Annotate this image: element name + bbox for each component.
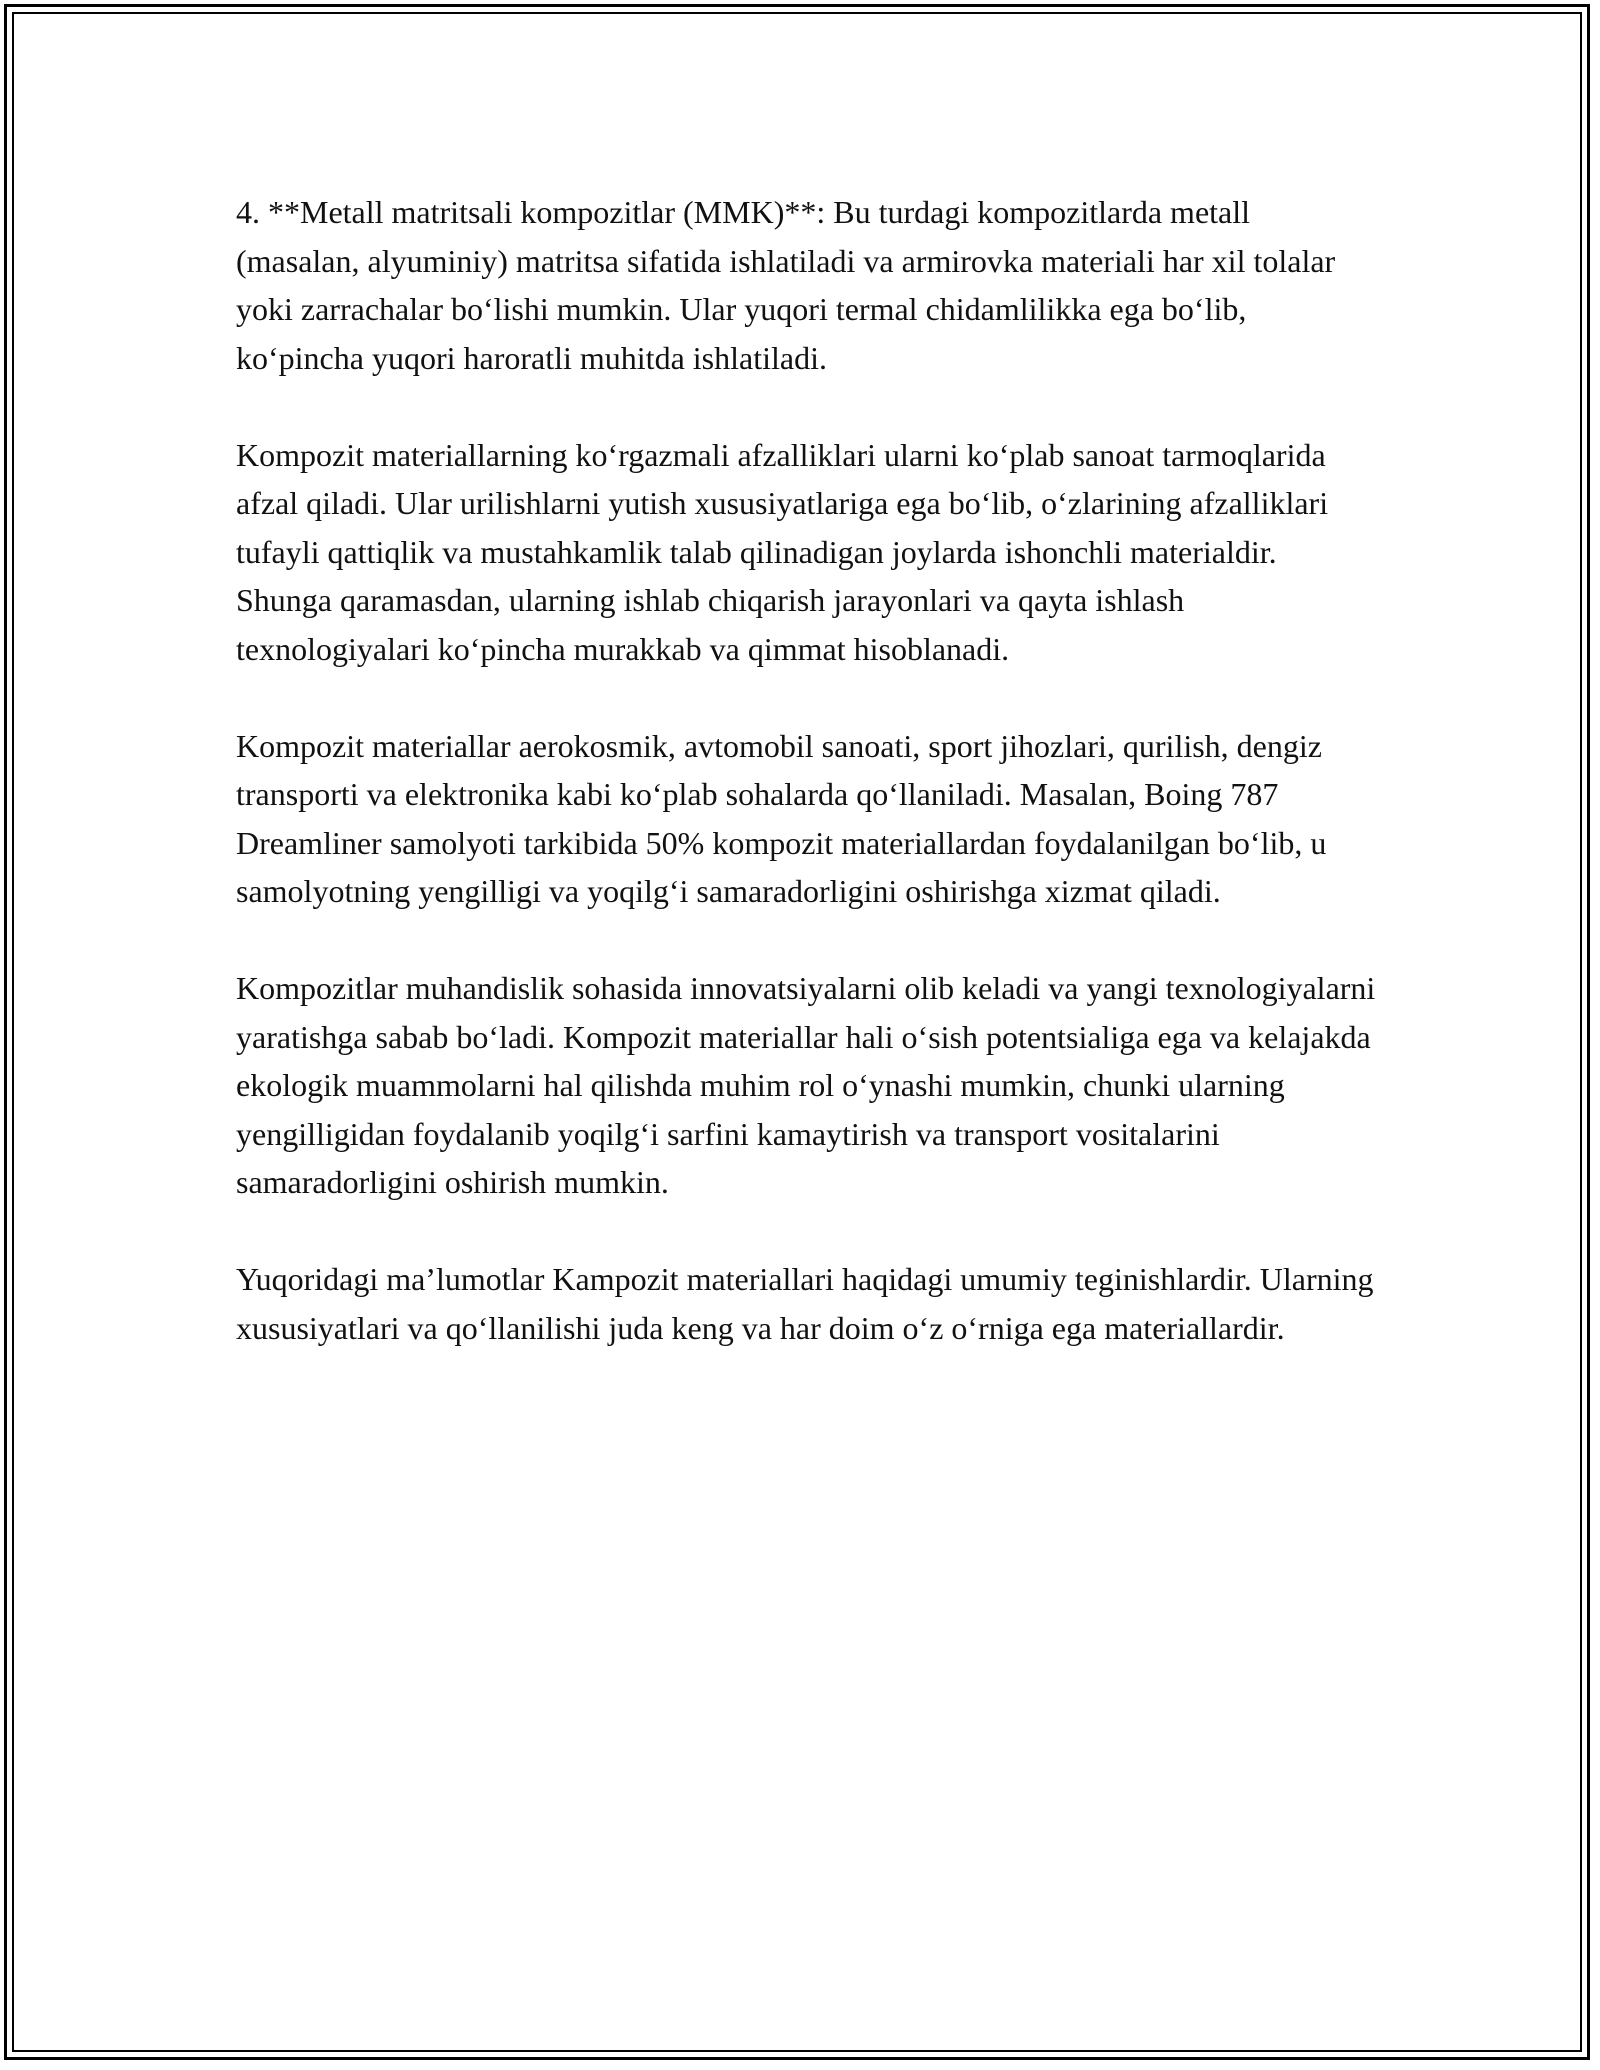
paragraph-conclusion: Yuqoridagi maʼlumotlar Kampozit materiallari haqidagi umumiy teginishlardir. Ularning xususiyatlari va qoʻllanilishi juda keng va har doim oʻz oʻrniga ega materiallardir. xyxy=(236,1261,1374,1346)
paragraph-applications: Kompozit materiallar aerokosmik, avtomobil sanoati, sport jihozlari, qurilish, dengiz transporti va elektronika kabi koʻplab sohalarda qoʻllaniladi. Masalan, Boing 787 Dreamliner samolyoti tarkibida 50% kompozit materiallardan foydalanilgan boʻlib, u samolyotning yengilligi va yoqilgʻi samaradorligini oshirishga xizmat qiladi. xyxy=(236,727,1327,909)
paragraph-metal-matrix-composites: 4. **Metall matritsali kompozitlar (MMK)**: Bu turdagi kompozitlarda metall (masalan, alyuminiy) matritsa sifatida ishlatiladi va armirovka materiali har xil tolalar yoki zarrachalar boʻlishi mumkin. Ular yuqori termal chidamlilikka ega boʻlib, koʻpincha yuqori haroratli muhitda ishlatiladi. xyxy=(236,194,1336,376)
paragraph-advantages: Kompozit materiallarning koʻrgazmali afzalliklari ularni koʻplab sanoat tarmoqlarida afzal qiladi. Ular urilishlarni yutish xususiyatlariga ega boʻlib, oʻzlarining afzalliklari tufayli qattiqlik va mustahkamlik talab qilinadigan joylarda ishonchli materialdir. Shunga qaramasdan, ularning ishlab chiqarish jarayonlari va qayta ishlash texnologiyalari koʻpincha murakkab va qimmat hisoblanadi. xyxy=(236,436,1329,667)
document-body xyxy=(236,188,1376,1352)
paragraph-innovation: Kompozitlar muhandislik sohasida innovatsiyalarni olib keladi va yangi texnologiyalarni yaratishga sabab boʻladi. Kompozit materiallar hali oʻsish potentsialiga ega va kelajakda ekologik muammolarni hal qilishda muhim rol oʻynashi mumkin, chunki ularning yengilligidan foydalanib yoqilgʻi sarfini kamaytirish va transport vositalarini samaradorligini oshirish mumkin. xyxy=(236,970,1376,1200)
